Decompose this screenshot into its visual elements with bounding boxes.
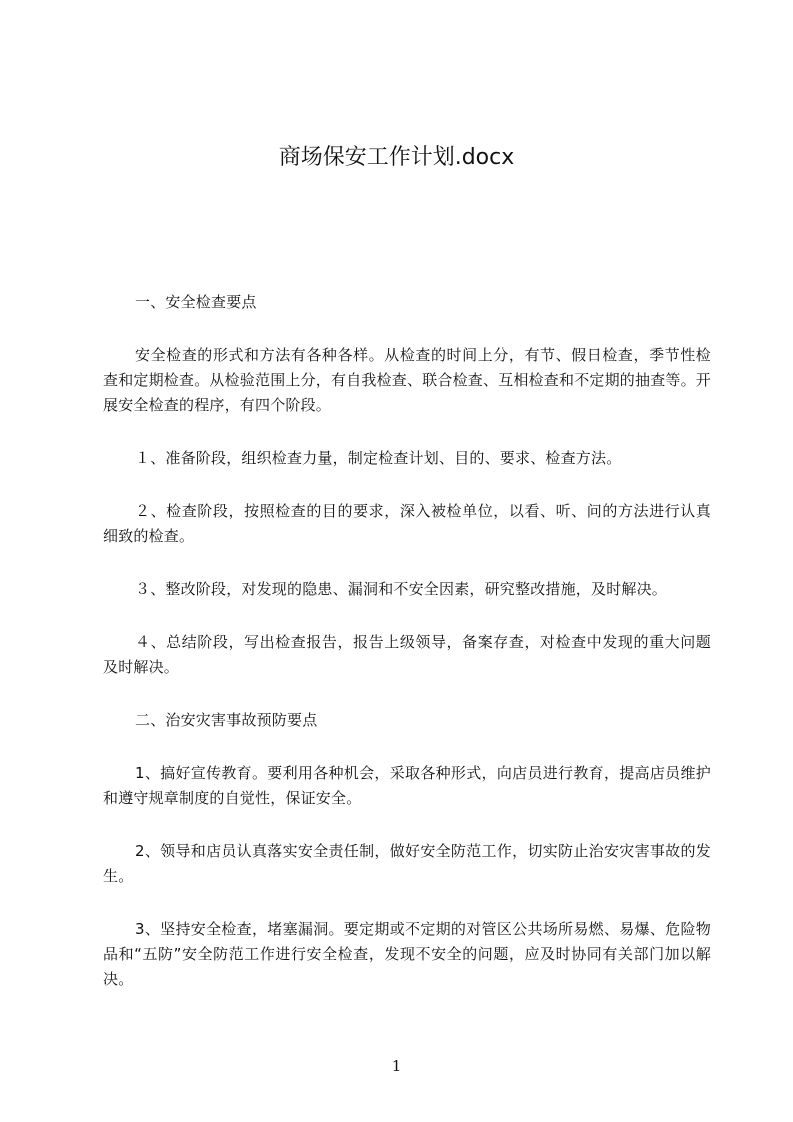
paragraph-prevention-education: 1、搞好宣传教育。要利用各种机会，采取各种形式，向店员进行教育，提高店员维护和遵守规章制度的自觉性，保证安全。 xyxy=(103,764,711,807)
paragraph-stage-inspection: ２、检查阶段，按照检查的目的要求，深入被检单位，以看、听、问的方法进行认真细致的检查。 xyxy=(103,502,711,545)
paragraph-stage-preparation: １、准备阶段，组织检查力量，制定检查计划、目的、要求、检查方法。 xyxy=(135,449,622,467)
section-heading-safety-inspection: 一、安全检查要点 xyxy=(135,293,257,311)
paragraph-prevention-inspection: 3、坚持安全检查，堵塞漏洞。要定期或不定期的对管区公共场所易燃、易爆、危险物品和“五防”安全防范工作进行安全检查，发现不安全的问题，应及时协同有关部门加以解决。 xyxy=(103,920,711,988)
paragraph-prevention-responsibility: 2、领导和店员认真落实安全责任制，做好安全防范工作，切实防止治安灾害事故的发生。 xyxy=(103,842,711,885)
document-body xyxy=(103,290,711,1020)
section-heading-accident-prevention: 二、治安灾害事故预防要点 xyxy=(135,711,318,729)
paragraph-inspection-intro: 安全检查的形式和方法有各种各样。从检查的时间上分，有节、假日检查，季节性检查和定期检查。从检验范围上分，有自我检查、联合检查、互相检查和不定期的抽查等。开展安全检查的程序，有四个阶段。 xyxy=(103,346,712,414)
document-title: 商场保安工作计划.docx xyxy=(278,145,515,170)
paragraph-stage-rectification: ３、整改阶段，对发现的隐患、漏洞和不安全因素，研究整改措施，及时解决。 xyxy=(135,580,668,598)
page-number: 1 xyxy=(391,1057,402,1075)
paragraph-stage-summary: ４、总结阶段，写出检查报告，报告上级领导，备案存查，对检查中发现的重大问题及时解决。 xyxy=(103,633,711,676)
